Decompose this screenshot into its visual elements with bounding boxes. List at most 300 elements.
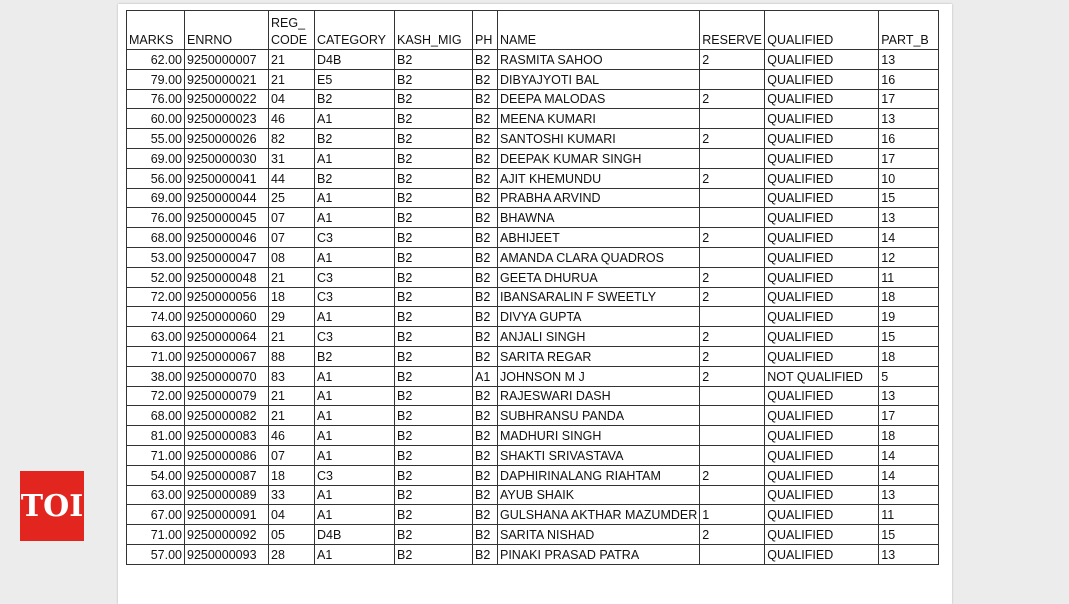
table-cell-kash-mig: B2	[395, 267, 473, 287]
table-cell-name: BHAWNA	[498, 208, 700, 228]
table-cell-qualified: QUALIFIED	[765, 129, 879, 149]
table-cell-enrno: 9250000060	[185, 307, 269, 327]
table-cell-category: D4B	[315, 525, 395, 545]
table-cell-category: A1	[315, 366, 395, 386]
table-cell-marks: 72.00	[127, 386, 185, 406]
table-cell-marks: 38.00	[127, 366, 185, 386]
table-cell-marks: 67.00	[127, 505, 185, 525]
table-cell-category: C3	[315, 327, 395, 347]
table-row	[127, 168, 939, 188]
table-cell-name: PRABHA ARVIND	[498, 188, 700, 208]
table-cell-kash-mig: B2	[395, 544, 473, 564]
table-cell-enrno: 9250000041	[185, 168, 269, 188]
table-cell-kash-mig: B2	[395, 208, 473, 228]
table-cell-ph: B2	[473, 267, 498, 287]
table-row	[127, 525, 939, 545]
table-cell-marks: 68.00	[127, 228, 185, 248]
table-cell-reg-code: 88	[269, 346, 315, 366]
table-cell-ph: B2	[473, 188, 498, 208]
table-row	[127, 465, 939, 485]
table-row	[127, 327, 939, 347]
table-row	[127, 188, 939, 208]
table-cell-marks: 53.00	[127, 247, 185, 267]
table-cell-enrno: 9250000070	[185, 366, 269, 386]
column-header-kash-mig: KASH_MIG	[395, 11, 473, 50]
table-header-row	[127, 11, 939, 50]
table-cell-kash-mig: B2	[395, 247, 473, 267]
table-cell-ph: B2	[473, 247, 498, 267]
table-cell-reserve	[700, 188, 765, 208]
table-row	[127, 406, 939, 426]
table-cell-reg-code: 46	[269, 109, 315, 129]
table-cell-reg-code: 33	[269, 485, 315, 505]
table-cell-qualified: QUALIFIED	[765, 465, 879, 485]
table-cell-category: C3	[315, 287, 395, 307]
table-cell-category: A1	[315, 386, 395, 406]
table-cell-category: B2	[315, 89, 395, 109]
table-cell-marks: 76.00	[127, 89, 185, 109]
table-cell-marks: 71.00	[127, 525, 185, 545]
table-cell-marks: 63.00	[127, 327, 185, 347]
table-cell-kash-mig: B2	[395, 386, 473, 406]
table-cell-name: AMANDA CLARA QUADROS	[498, 247, 700, 267]
table-cell-part-b: 16	[879, 129, 939, 149]
table-cell-category: A1	[315, 544, 395, 564]
table-cell-name: GULSHANA AKTHAR MAZUMDER	[498, 505, 700, 525]
table-cell-qualified: QUALIFIED	[765, 267, 879, 287]
table-cell-reg-code: 44	[269, 168, 315, 188]
table-cell-marks: 71.00	[127, 445, 185, 465]
table-cell-part-b: 16	[879, 69, 939, 89]
table-cell-enrno: 9250000087	[185, 465, 269, 485]
table-cell-name: SUBHRANSU PANDA	[498, 406, 700, 426]
table-cell-marks: 62.00	[127, 50, 185, 70]
table-cell-name: RAJESWARI DASH	[498, 386, 700, 406]
table-cell-reg-code: 25	[269, 188, 315, 208]
table-cell-reg-code: 07	[269, 228, 315, 248]
table-cell-ph: B2	[473, 228, 498, 248]
document-page	[118, 4, 952, 604]
table-cell-enrno: 9250000023	[185, 109, 269, 129]
table-cell-qualified: QUALIFIED	[765, 69, 879, 89]
table-cell-ph: B2	[473, 307, 498, 327]
table-cell-category: C3	[315, 267, 395, 287]
table-cell-enrno: 9250000093	[185, 544, 269, 564]
table-cell-enrno: 9250000007	[185, 50, 269, 70]
table-cell-qualified: QUALIFIED	[765, 247, 879, 267]
column-header-qualified: QUALIFIED	[765, 11, 879, 50]
table-cell-part-b: 17	[879, 148, 939, 168]
table-row	[127, 129, 939, 149]
table-cell-enrno: 9250000044	[185, 188, 269, 208]
table-cell-marks: 63.00	[127, 485, 185, 505]
table-cell-kash-mig: B2	[395, 287, 473, 307]
table-row	[127, 485, 939, 505]
table-cell-reserve	[700, 109, 765, 129]
table-cell-kash-mig: B2	[395, 307, 473, 327]
table-cell-kash-mig: B2	[395, 129, 473, 149]
table-cell-part-b: 15	[879, 525, 939, 545]
table-row	[127, 544, 939, 564]
table-cell-enrno: 9250000022	[185, 89, 269, 109]
column-header-part-b: PART_B	[879, 11, 939, 50]
table-row	[127, 208, 939, 228]
column-header-marks: MARKS	[127, 11, 185, 50]
table-cell-ph: B2	[473, 544, 498, 564]
table-cell-kash-mig: B2	[395, 525, 473, 545]
table-cell-category: A1	[315, 247, 395, 267]
table-cell-reg-code: 21	[269, 50, 315, 70]
table-cell-qualified: QUALIFIED	[765, 386, 879, 406]
table-cell-category: A1	[315, 426, 395, 446]
table-cell-reserve	[700, 485, 765, 505]
table-cell-marks: 71.00	[127, 346, 185, 366]
table-cell-ph: B2	[473, 287, 498, 307]
table-cell-name: IBANSARALIN F SWEETLY	[498, 287, 700, 307]
table-cell-name: JOHNSON M J	[498, 366, 700, 386]
table-cell-marks: 52.00	[127, 267, 185, 287]
table-cell-marks: 76.00	[127, 208, 185, 228]
table-cell-category: A1	[315, 445, 395, 465]
table-cell-name: RASMITA SAHOO	[498, 50, 700, 70]
table-cell-enrno: 9250000045	[185, 208, 269, 228]
table-cell-ph: B2	[473, 129, 498, 149]
table-cell-reserve: 2	[700, 228, 765, 248]
table-cell-name: SARITA REGAR	[498, 346, 700, 366]
table-cell-reserve	[700, 307, 765, 327]
table-cell-reserve	[700, 544, 765, 564]
table-cell-reg-code: 28	[269, 544, 315, 564]
table-cell-reg-code: 04	[269, 505, 315, 525]
table-row	[127, 505, 939, 525]
table-row	[127, 386, 939, 406]
table-cell-qualified: QUALIFIED	[765, 287, 879, 307]
table-cell-kash-mig: B2	[395, 148, 473, 168]
table-cell-kash-mig: B2	[395, 346, 473, 366]
table-cell-reg-code: 07	[269, 445, 315, 465]
table-cell-ph: B2	[473, 69, 498, 89]
table-cell-reserve	[700, 69, 765, 89]
table-cell-part-b: 13	[879, 485, 939, 505]
table-cell-reg-code: 21	[269, 406, 315, 426]
table-cell-ph: B2	[473, 346, 498, 366]
table-row	[127, 426, 939, 446]
table-cell-reserve	[700, 445, 765, 465]
table-cell-kash-mig: B2	[395, 505, 473, 525]
table-cell-enrno: 9250000092	[185, 525, 269, 545]
table-cell-enrno: 9250000091	[185, 505, 269, 525]
table-cell-marks: 74.00	[127, 307, 185, 327]
column-header-reg-code: REG_CODE	[269, 11, 315, 50]
table-cell-category: A1	[315, 505, 395, 525]
table-cell-reg-code: 46	[269, 426, 315, 446]
table-cell-category: A1	[315, 188, 395, 208]
table-cell-category: B2	[315, 346, 395, 366]
table-cell-name: DEEPA MALODAS	[498, 89, 700, 109]
column-header-reserve: RESERVE	[700, 11, 765, 50]
table-cell-part-b: 10	[879, 168, 939, 188]
table-cell-name: ABHIJEET	[498, 228, 700, 248]
table-cell-ph: B2	[473, 208, 498, 228]
table-cell-qualified: QUALIFIED	[765, 50, 879, 70]
table-cell-reg-code: 82	[269, 129, 315, 149]
table-cell-part-b: 14	[879, 445, 939, 465]
table-cell-qualified: QUALIFIED	[765, 485, 879, 505]
table-cell-enrno: 9250000086	[185, 445, 269, 465]
table-cell-part-b: 11	[879, 267, 939, 287]
table-cell-part-b: 15	[879, 327, 939, 347]
table-cell-name: DAPHIRINALANG RIAHTAM	[498, 465, 700, 485]
table-cell-ph: B2	[473, 485, 498, 505]
table-row	[127, 69, 939, 89]
table-cell-enrno: 9250000021	[185, 69, 269, 89]
table-cell-reserve	[700, 148, 765, 168]
table-cell-reg-code: 29	[269, 307, 315, 327]
table-cell-qualified: NOT QUALIFIED	[765, 366, 879, 386]
table-cell-marks: 57.00	[127, 544, 185, 564]
table-cell-ph: B2	[473, 109, 498, 129]
table-cell-category: C3	[315, 465, 395, 485]
table-cell-enrno: 9250000047	[185, 247, 269, 267]
table-cell-ph: B2	[473, 505, 498, 525]
table-cell-part-b: 18	[879, 287, 939, 307]
table-cell-kash-mig: B2	[395, 89, 473, 109]
table-cell-enrno: 9250000030	[185, 148, 269, 168]
table-cell-ph: B2	[473, 465, 498, 485]
table-cell-marks: 56.00	[127, 168, 185, 188]
column-header-name: NAME	[498, 11, 700, 50]
table-cell-enrno: 9250000026	[185, 129, 269, 149]
table-cell-category: B2	[315, 129, 395, 149]
table-cell-category: A1	[315, 208, 395, 228]
table-cell-marks: 69.00	[127, 188, 185, 208]
table-cell-category: B2	[315, 168, 395, 188]
table-cell-part-b: 14	[879, 228, 939, 248]
table-cell-kash-mig: B2	[395, 50, 473, 70]
table-cell-name: MADHURI SINGH	[498, 426, 700, 446]
table-cell-ph: B2	[473, 327, 498, 347]
table-cell-reg-code: 05	[269, 525, 315, 545]
table-cell-part-b: 14	[879, 465, 939, 485]
table-cell-reserve: 2	[700, 267, 765, 287]
table-cell-name: ANJALI SINGH	[498, 327, 700, 347]
table-cell-qualified: QUALIFIED	[765, 109, 879, 129]
table-cell-marks: 79.00	[127, 69, 185, 89]
column-header-enrno: ENRNO	[185, 11, 269, 50]
table-cell-kash-mig: B2	[395, 228, 473, 248]
column-header-category: CATEGORY	[315, 11, 395, 50]
table-cell-reserve: 2	[700, 168, 765, 188]
table-cell-kash-mig: B2	[395, 445, 473, 465]
table-cell-reg-code: 83	[269, 366, 315, 386]
table-cell-enrno: 9250000048	[185, 267, 269, 287]
table-cell-part-b: 13	[879, 544, 939, 564]
table-cell-reserve: 2	[700, 327, 765, 347]
table-cell-reserve	[700, 208, 765, 228]
table-cell-name: DIVYA GUPTA	[498, 307, 700, 327]
table-cell-kash-mig: B2	[395, 366, 473, 386]
column-header-ph: PH	[473, 11, 498, 50]
table-cell-reserve	[700, 406, 765, 426]
table-cell-name: PINAKI PRASAD PATRA	[498, 544, 700, 564]
table-cell-qualified: QUALIFIED	[765, 544, 879, 564]
table-body	[127, 50, 939, 565]
table-cell-reg-code: 18	[269, 287, 315, 307]
table-cell-reg-code: 18	[269, 465, 315, 485]
table-cell-kash-mig: B2	[395, 406, 473, 426]
table-cell-category: D4B	[315, 50, 395, 70]
table-cell-qualified: QUALIFIED	[765, 406, 879, 426]
table-cell-part-b: 18	[879, 426, 939, 446]
table-cell-part-b: 13	[879, 50, 939, 70]
table-cell-reg-code: 31	[269, 148, 315, 168]
table-cell-category: E5	[315, 69, 395, 89]
table-cell-reserve: 2	[700, 525, 765, 545]
table-cell-enrno: 9250000067	[185, 346, 269, 366]
table-cell-kash-mig: B2	[395, 327, 473, 347]
table-cell-part-b: 19	[879, 307, 939, 327]
table-cell-ph: B2	[473, 168, 498, 188]
table-cell-category: A1	[315, 307, 395, 327]
table-cell-part-b: 13	[879, 109, 939, 129]
table-cell-kash-mig: B2	[395, 168, 473, 188]
table-cell-reg-code: 07	[269, 208, 315, 228]
table-row	[127, 366, 939, 386]
table-row	[127, 267, 939, 287]
table-cell-category: A1	[315, 485, 395, 505]
table-cell-name: GEETA DHURUA	[498, 267, 700, 287]
table-cell-qualified: QUALIFIED	[765, 445, 879, 465]
table-cell-reg-code: 21	[269, 386, 315, 406]
table-cell-enrno: 9250000079	[185, 386, 269, 406]
table-cell-part-b: 5	[879, 366, 939, 386]
table-cell-ph: B2	[473, 89, 498, 109]
table-cell-qualified: QUALIFIED	[765, 89, 879, 109]
table-cell-name: AYUB SHAIK	[498, 485, 700, 505]
table-cell-qualified: QUALIFIED	[765, 228, 879, 248]
toi-logo	[20, 471, 84, 541]
table-cell-ph: B2	[473, 445, 498, 465]
table-cell-reserve	[700, 426, 765, 446]
table-cell-reg-code: 21	[269, 267, 315, 287]
table-cell-ph: B2	[473, 525, 498, 545]
table-cell-marks: 60.00	[127, 109, 185, 129]
table-cell-marks: 54.00	[127, 465, 185, 485]
table-cell-reserve: 2	[700, 129, 765, 149]
table-cell-reserve: 1	[700, 505, 765, 525]
table-cell-qualified: QUALIFIED	[765, 208, 879, 228]
table-cell-name: SHAKTI SRIVASTAVA	[498, 445, 700, 465]
table-cell-marks: 68.00	[127, 406, 185, 426]
table-cell-qualified: QUALIFIED	[765, 525, 879, 545]
table-cell-enrno: 9250000083	[185, 426, 269, 446]
table-cell-qualified: QUALIFIED	[765, 426, 879, 446]
table-cell-name: AJIT KHEMUNDU	[498, 168, 700, 188]
table-row	[127, 287, 939, 307]
table-cell-part-b: 13	[879, 208, 939, 228]
results-table	[126, 10, 939, 565]
table-row	[127, 148, 939, 168]
table-cell-qualified: QUALIFIED	[765, 188, 879, 208]
table-cell-category: A1	[315, 109, 395, 129]
table-cell-reserve: 2	[700, 287, 765, 307]
table-cell-name: SARITA NISHAD	[498, 525, 700, 545]
table-cell-kash-mig: B2	[395, 69, 473, 89]
table-cell-kash-mig: B2	[395, 109, 473, 129]
table-cell-name: DEEPAK KUMAR SINGH	[498, 148, 700, 168]
table-cell-part-b: 17	[879, 89, 939, 109]
table-row	[127, 89, 939, 109]
table-cell-kash-mig: B2	[395, 188, 473, 208]
table-cell-category: A1	[315, 148, 395, 168]
table-cell-marks: 81.00	[127, 426, 185, 446]
table-cell-part-b: 17	[879, 406, 939, 426]
table-cell-marks: 69.00	[127, 148, 185, 168]
table-cell-enrno: 9250000064	[185, 327, 269, 347]
table-cell-qualified: QUALIFIED	[765, 148, 879, 168]
table-cell-enrno: 9250000056	[185, 287, 269, 307]
table-cell-name: SANTOSHI KUMARI	[498, 129, 700, 149]
table-cell-ph: B2	[473, 148, 498, 168]
table-cell-name: DIBYAJYOTI BAL	[498, 69, 700, 89]
table-cell-enrno: 9250000082	[185, 406, 269, 426]
table-cell-marks: 55.00	[127, 129, 185, 149]
table-row	[127, 445, 939, 465]
table-row	[127, 228, 939, 248]
table-cell-reg-code: 21	[269, 69, 315, 89]
table-cell-qualified: QUALIFIED	[765, 505, 879, 525]
table-cell-ph: B2	[473, 406, 498, 426]
table-row	[127, 109, 939, 129]
table-cell-part-b: 18	[879, 346, 939, 366]
table-cell-qualified: QUALIFIED	[765, 307, 879, 327]
table-cell-kash-mig: B2	[395, 465, 473, 485]
table-cell-reg-code: 04	[269, 89, 315, 109]
table-cell-reg-code: 21	[269, 327, 315, 347]
table-row	[127, 247, 939, 267]
table-cell-category: A1	[315, 406, 395, 426]
table-cell-name: MEENA KUMARI	[498, 109, 700, 129]
table-cell-reserve	[700, 247, 765, 267]
table-cell-ph: B2	[473, 50, 498, 70]
table-cell-part-b: 15	[879, 188, 939, 208]
table-cell-enrno: 9250000046	[185, 228, 269, 248]
table-cell-category: C3	[315, 228, 395, 248]
table-row	[127, 346, 939, 366]
table-row	[127, 50, 939, 70]
table-cell-part-b: 12	[879, 247, 939, 267]
table-cell-ph: A1	[473, 366, 498, 386]
table-cell-part-b: 11	[879, 505, 939, 525]
table-cell-reserve: 2	[700, 465, 765, 485]
table-cell-reserve	[700, 386, 765, 406]
table-cell-qualified: QUALIFIED	[765, 168, 879, 188]
table-cell-reserve: 2	[700, 366, 765, 386]
table-cell-kash-mig: B2	[395, 426, 473, 446]
table-cell-ph: B2	[473, 386, 498, 406]
table-cell-enrno: 9250000089	[185, 485, 269, 505]
table-cell-qualified: QUALIFIED	[765, 327, 879, 347]
table-cell-reserve: 2	[700, 50, 765, 70]
table-cell-reserve: 2	[700, 89, 765, 109]
table-cell-reg-code: 08	[269, 247, 315, 267]
table-cell-reserve: 2	[700, 346, 765, 366]
table-row	[127, 307, 939, 327]
table-cell-marks: 72.00	[127, 287, 185, 307]
toi-logo-text: TOI	[20, 488, 84, 524]
table-cell-ph: B2	[473, 426, 498, 446]
table-cell-part-b: 13	[879, 386, 939, 406]
